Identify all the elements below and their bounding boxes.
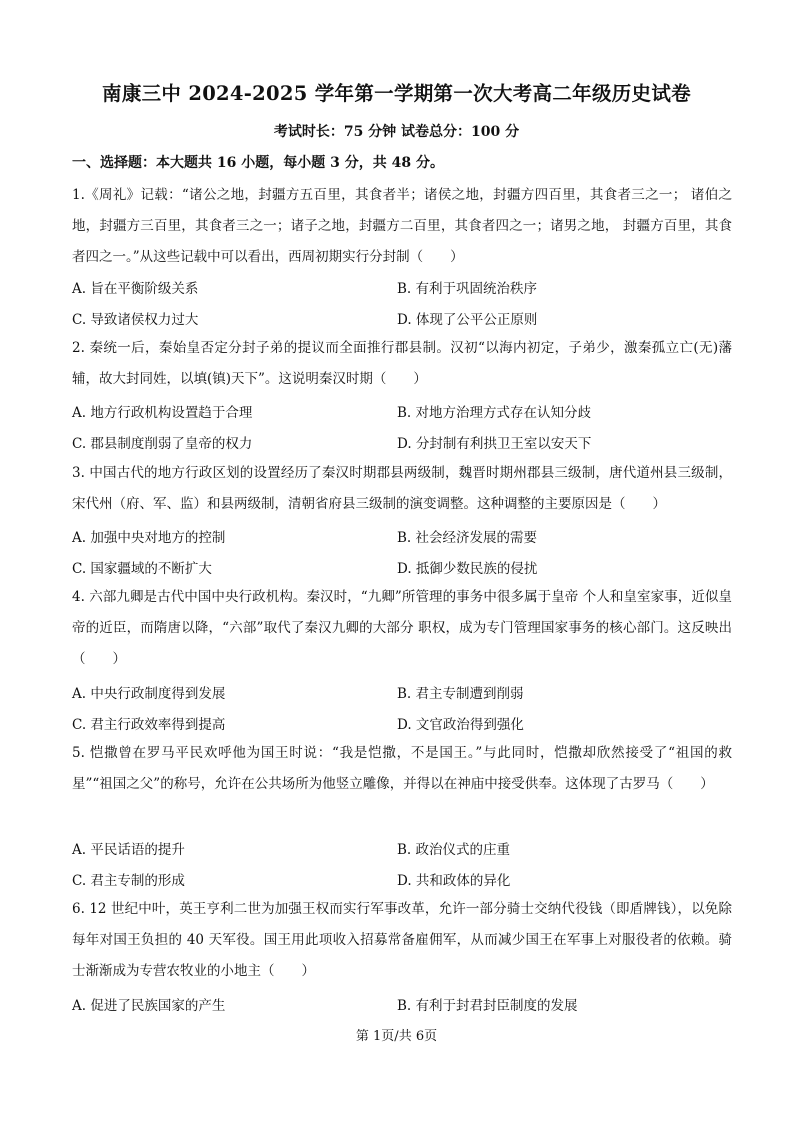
question-5-stem: 5. 恺撒曾在罗马平民欢呼他为国王时说：“我是恺撒，不是国王。”与此同时，恺撒却欣然接受了“祖国的救星”“祖国之父”的称号，允许在公共场所为他竖立雕像，并得以在神庙中接受供奉。这体现了古罗马（ ） <box>72 745 732 792</box>
question-2-option-a[interactable]: A. 地方行政机构设置趋于合理 <box>72 405 253 421</box>
question-3-option-c[interactable]: C. 国家疆域的不断扩大 <box>72 561 212 577</box>
question-6-option-a[interactable]: A. 促进了民族国家的产生 <box>72 998 226 1014</box>
question-4-option-b[interactable]: B. 君主专制遭到削弱 <box>397 686 524 702</box>
page-footer: 第 1页/共 6页 <box>355 1029 438 1044</box>
question-4-option-c[interactable]: C. 君主行政效率得到提高 <box>72 717 226 733</box>
question-6-stem: 6. 12 世纪中叶，英王亨利二世为加强王权而实行军事改革，允许一部分骑士交纳代役钱（即盾牌钱），以免除每年对国王负担的 40 天军役。国王用此项收入招募常备雇佣军，从而减少国王在军事上对服役者的依赖。骑士渐渐成为专营农牧业的小地主（ ） <box>72 901 732 979</box>
question-2-option-c[interactable]: C. 郡县制度削弱了皇帝的权力 <box>72 436 253 452</box>
question-1-option-a[interactable]: A. 旨在平衡阶级关系 <box>72 281 199 297</box>
exam-subtitle: 考试时长：75 分钟 试卷总分：100 分 <box>273 124 520 140</box>
question-3-option-b[interactable]: B. 社会经济发展的需要 <box>397 530 538 546</box>
question-1-option-c[interactable]: C. 导致诸侯权力过大 <box>72 312 199 328</box>
question-6-option-b[interactable]: B. 有利于封君封臣制度的发展 <box>397 998 578 1014</box>
question-4-option-d[interactable]: D. 文官政治得到强化 <box>397 717 524 733</box>
question-1-stem: 1.《周礼》记载：“诸公之地，封疆方五百里，其食者半；诸侯之地，封疆方四百里，其食者三之一； 诸伯之地，封疆方三百里，其食者三之一；诸子之地，封疆方二百里，其食者四之一；诸男之地， 封疆方百里，其食者四之一。”从这些记载中可以看出，西周初期实行分封制（ ） <box>72 187 732 265</box>
question-3-option-d[interactable]: D. 抵御少数民族的侵扰 <box>397 561 538 577</box>
question-2-option-d[interactable]: D. 分封制有利拱卫王室以安天下 <box>397 436 592 452</box>
question-5-option-b[interactable]: B. 政治仪式的庄重 <box>397 842 511 858</box>
question-4-option-a[interactable]: A. 中央行政制度得到发展 <box>72 686 226 702</box>
exam-title: 南康三中 2024-2025 学年第一学期第一次大考高二年级历史试卷 <box>102 82 691 105</box>
question-1-option-b[interactable]: B. 有利于巩固统治秩序 <box>397 281 538 297</box>
question-5-option-c[interactable]: C. 君主专制的形成 <box>72 873 185 889</box>
question-2-option-b[interactable]: B. 对地方治理方式存在认知分歧 <box>397 405 592 421</box>
question-4-stem: 4. 六部九卿是古代中国中央行政机构。秦汉时，“九卿”所管理的事务中很多属于皇帝 个人和皇室家事，近似皇帝的近臣，而隋唐以降，“六部”取代了秦汉九卿的大部分 职权，成为专门管理国家事务的核心部门。这反映出（ ） <box>72 589 732 667</box>
question-5-option-a[interactable]: A. 平民话语的提升 <box>72 842 185 858</box>
question-3-stem: 3. 中国古代的地方行政区划的设置经历了秦汉时期郡县两级制，魏晋时期州郡县三级制，唐代道州县三级制，宋代州（府、军、监）和县两级制，清朝省府县三级制的演变调整。这种调整的主要原因是（ ） <box>72 465 732 512</box>
section-heading: 一、选择题：本大题共 16 小题，每小题 3 分，共 48 分。 <box>72 155 444 171</box>
question-3-option-a[interactable]: A. 加强中央对地方的控制 <box>72 530 226 546</box>
question-5-option-d[interactable]: D. 共和政体的异化 <box>397 873 511 889</box>
question-2-stem: 2. 秦统一后，秦始皇否定分封子弟的提议而全面推行郡县制。汉初“以海内初定，子弟少，激秦孤立亡(无)藩辅，故大封同姓，以填(镇)天下”。这说明秦汉时期（ ） <box>72 340 732 387</box>
question-1-option-d[interactable]: D. 体现了公平公正原则 <box>397 312 538 328</box>
